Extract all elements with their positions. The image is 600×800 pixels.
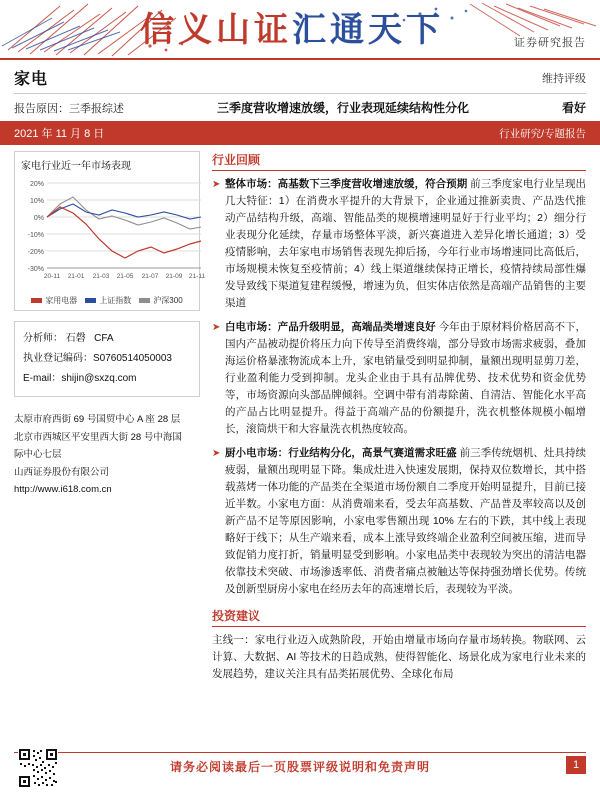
svg-text:0%: 0%: [33, 215, 44, 222]
paragraph-text: 前三季度家电行业呈现出几大特征：1）在消费水平提升的大背景下，企业通过推新卖贵、产品迭代推动产品结构升级，高端、智能品类的规模增速明显好于行业平均；2）细分行业表现分化延续，存量市场整体平淡，新兴赛道进入差异化增长通道；3）受疫情影响，去年家电市场销售表现先抑后扬，今年行业市场增速同比高低后，市场规模未恢复至疫情前；4）线上渠道继续保持正增长，疫情持续局部性爆发导致线下渠道复建程缓慢，增速为负，但实体店依然是高端产品销售的主要渠道: [225, 178, 586, 309]
legend-label: 上证指数: [99, 296, 132, 305]
masthead-title: [140, 2, 444, 51]
paragraph-kitchen-small: [212, 445, 586, 598]
analyst-row: [23, 329, 191, 349]
report-headline: 三季度营收增速放缓，行业表现延续结构性分化: [216, 101, 469, 115]
masthead-title-red: 信义山证: [140, 10, 292, 50]
legend-label: 家用电器: [45, 296, 78, 305]
chart-legend: [19, 295, 195, 308]
paragraph-white-goods: [212, 319, 586, 438]
svg-text:-30%: -30%: [27, 266, 44, 273]
left-column: [0, 151, 206, 683]
svg-text:21-05: 21-05: [116, 273, 134, 280]
svg-text:21-03: 21-03: [92, 273, 110, 280]
footer-divider: [14, 752, 586, 753]
company-address: [14, 411, 200, 499]
address-line: 太原市府西街 69 号国贸中心 A 座 28 层: [14, 414, 181, 425]
svg-text:-20%: -20%: [27, 249, 44, 256]
email-value[interactable]: shijin@sxzq.com: [61, 373, 137, 384]
chart-title: 家电行业近一年市场表现: [21, 161, 131, 172]
svg-text:20-11: 20-11: [43, 273, 61, 280]
paragraph-text: 今年由于原材料价格居高不下，国内产品被动提价将压力向下传导至消费终端，部分导致市场需求疲弱，叠加海运价格暴涨物流成本上升，家电销量受到明显抑制，量额出现明显剪刀差，行业盈利能力受到抑制。龙头企业由于具有品牌优势、技术优势和资金优势等，市场资源向头部品牌倾斜。空调中带有消毒除菌、自清洁、智能化水平高的产品占比明显提升。得益于高端产品的份额提升，洗衣机整体规模小幅增长，滚筒烘干和大容量洗衣机热度较高。: [225, 321, 587, 435]
license-row: [23, 349, 191, 369]
license-label: 执业登记编码：: [23, 353, 93, 364]
recommendation-text: 主线一：家电行业迈入成熟阶段，开始由增量市场向存量市场转换。物联网、云计算、大数据、AI 等技术的日趋成熟，使得智能化、场景化成为家电行业未来的发展趋势，建议关注具有品类拓展优势、全球化布局: [212, 634, 586, 680]
analyst-name: 石磬: [65, 333, 86, 344]
report-reason: 报告原因：三季报综述: [14, 102, 124, 115]
paragraph-lead: 厨小电市场：行业结构分化，高景气赛道需求旺盛: [225, 447, 457, 459]
right-column: [206, 151, 600, 683]
paragraph-lead: 整体市场：高基数下三季度营收增速放缓，符合预期: [225, 178, 468, 190]
rating-label: 维持评级: [542, 72, 586, 85]
bullet-icon: ➤: [212, 448, 221, 459]
legend-item: [139, 295, 182, 306]
svg-text:21-01: 21-01: [67, 273, 85, 280]
company-name: 山西证券股份有限公司: [14, 466, 110, 478]
paragraph-overall: [212, 176, 586, 312]
masthead-subtitle: 证券研究报告: [514, 37, 586, 49]
masthead: [0, 0, 600, 58]
company-website[interactable]: http://www.i618.com.cn: [14, 484, 112, 496]
legend-label: 沪深300: [153, 296, 183, 305]
chart-canvas: [19, 175, 205, 291]
market-performance-chart: [14, 151, 205, 311]
report-date: 2021 年 11 月 8 日: [14, 128, 105, 140]
address-line: 北京市西城区平安里西大街 28 号中海国: [14, 431, 182, 443]
legend-item: [85, 295, 131, 306]
sector-name: 家电: [14, 71, 49, 88]
email-label: E-mail：: [23, 373, 62, 384]
section-title-review: 行业回顾: [212, 151, 586, 171]
footer-disclaimer: 请务必阅读最后一页股票评级说明和免责声明: [169, 760, 430, 774]
rating-value: 看好: [561, 101, 586, 115]
svg-text:21-11: 21-11: [188, 273, 205, 280]
paragraph-lead: 白电市场：产品升级明显，高端品类增速良好: [225, 321, 436, 333]
paragraph-text: 前三季传统烟机、灶具持续疲弱，量额出现明显下降。集成灶进入快速发展期，保持双位数增长，其中搭载蒸烤一体功能的产品类在全渠道市场份额自二季度开始明显提升，目前已接近半数。小家电方面：从消费端来看，受去年高基数、产品普及率较高以及创新产品不足等原因影响，小家电零售额出现 10% 左右的下跌，其中线上表现略好于线下；从生产端来看，成本上涨导致终端企业盈利空间被压缩，进而导致促销力度打折，销量明显受到影响。小家电品类中表现较为突出的清洁电器依靠技术突破、市场渗透率低、消费者痛点被触达等保持强劲增长优势。传统及创新型厨房小家电在经历去年的高速增长后，表现较为平淡。: [225, 447, 587, 595]
license-number: S0760514050003: [93, 353, 172, 364]
email-row: [23, 369, 191, 389]
page-footer: [0, 744, 600, 800]
svg-text:-10%: -10%: [27, 232, 44, 239]
report-header: [0, 58, 600, 145]
masthead-title-blue: 汇通天下: [292, 10, 444, 50]
svg-text:10%: 10%: [29, 198, 44, 205]
analyst-cert: CFA: [94, 333, 114, 344]
svg-text:21-07: 21-07: [141, 273, 159, 280]
address-line: 际中心七层: [14, 449, 62, 461]
svg-text:21-09: 21-09: [165, 273, 183, 280]
legend-item: [31, 295, 77, 306]
bullet-icon: ➤: [212, 179, 221, 190]
section-title-recommendation: 投资建议: [212, 607, 586, 627]
analyst-label: 分析师：: [23, 333, 63, 344]
analyst-info: [14, 321, 200, 397]
svg-text:20%: 20%: [29, 181, 44, 188]
bullet-icon: ➤: [212, 322, 221, 333]
page-number: 1: [566, 756, 586, 774]
report-type: 行业研究/专题报告: [499, 127, 586, 140]
report-body: [0, 145, 600, 683]
